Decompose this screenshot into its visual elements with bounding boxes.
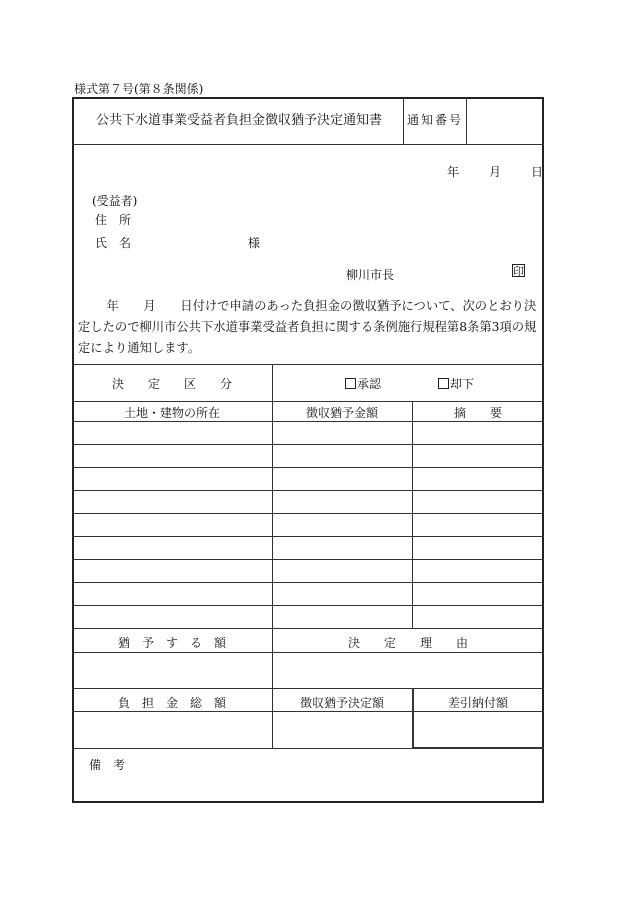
name-label: 氏 名 xyxy=(95,236,132,250)
date-year: 年 xyxy=(447,165,460,179)
table1-row-line xyxy=(72,490,544,491)
table2-divider xyxy=(272,628,273,688)
header-net-payment: 差引納付額 xyxy=(447,696,508,710)
table1-col-divider-2 xyxy=(412,401,413,628)
header-deferral-amount: 徴収猶予金額 xyxy=(305,406,378,420)
table1-row-line xyxy=(72,467,544,468)
table1-row-line xyxy=(72,513,544,514)
issue-date xyxy=(447,163,543,180)
header-location: 土地・建物の所在 xyxy=(123,406,220,420)
table3-top xyxy=(72,688,544,689)
table3-header-bottom xyxy=(72,711,544,712)
option-reject[interactable] xyxy=(438,375,474,392)
honorific: 様 xyxy=(248,236,261,250)
title-row-bottom xyxy=(72,144,544,145)
mayor-title: 柳川市長 xyxy=(346,268,395,282)
date-day: 日 xyxy=(531,165,544,179)
notice-body: 年 月 日付けで申請のあった負担金の徴収猶予について、次のとおり決定したので柳川市公共下水道事業受益者負担に関する条例施行規程第8条第3項の規定により通知します。 xyxy=(78,299,537,355)
table3-divider-1 xyxy=(272,688,273,748)
decision-label: 決 定 区 分 xyxy=(111,377,232,391)
address-label: 住 所 xyxy=(95,213,132,227)
table1-row-line xyxy=(72,559,544,560)
decision-row-top xyxy=(72,364,544,365)
decision-divider xyxy=(272,364,273,401)
seal-mark: 印 xyxy=(513,265,524,278)
table1-row-line xyxy=(72,421,544,422)
remarks-label: 備 考 xyxy=(89,758,126,772)
header-deferred-amount: 猶 予 す る 額 xyxy=(117,636,226,650)
header-decision-reason: 決 定 理 由 xyxy=(347,636,468,650)
table1-row-line xyxy=(72,536,544,537)
header-summary: 摘 要 xyxy=(453,406,502,420)
table2-header-bottom xyxy=(72,652,544,653)
checkbox-approve[interactable] xyxy=(345,378,356,389)
table1-row-line xyxy=(72,582,544,583)
option-reject-label: 却下 xyxy=(450,377,475,391)
date-month: 月 xyxy=(489,165,502,179)
option-approve[interactable] xyxy=(345,375,381,392)
table3-divider-2b xyxy=(413,688,414,748)
header-deferral-decision-amount: 徴収猶予決定額 xyxy=(299,696,384,710)
table1-col-divider-1 xyxy=(272,401,273,628)
remarks-top xyxy=(72,748,544,749)
document-title: 公共下水道事業受益者負担金徴収猶予決定通知書 xyxy=(95,113,382,128)
table2-top xyxy=(72,628,544,629)
table1-row-line xyxy=(72,444,544,445)
notice-number-label: 通知番号 xyxy=(406,113,463,127)
header-total-charge: 負 担 金 総 額 xyxy=(117,696,226,710)
table1-top xyxy=(72,401,544,402)
option-approve-label: 承認 xyxy=(357,377,382,391)
checkbox-reject[interactable] xyxy=(438,378,449,389)
table1-row-line xyxy=(72,605,544,606)
notice-number-divider xyxy=(466,97,467,144)
recipient-heading: (受益者) xyxy=(92,194,138,208)
form-number: 様式第７号(第８条関係) xyxy=(74,82,204,96)
